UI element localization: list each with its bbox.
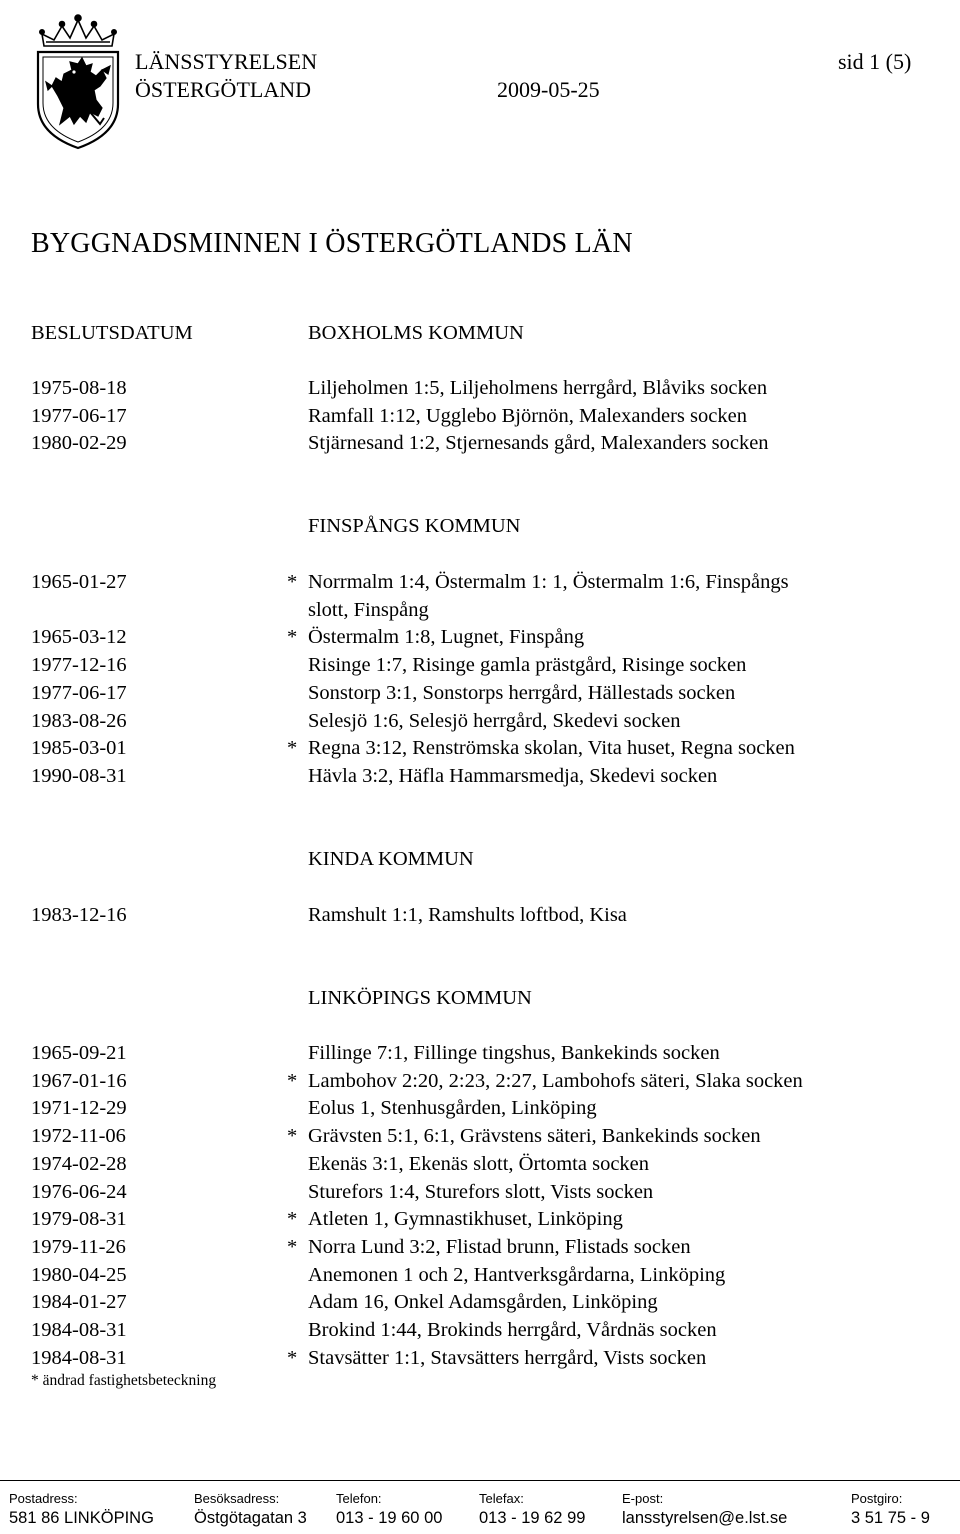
row-date: 1979-11-26 — [31, 1235, 126, 1258]
table-row — [0, 735, 960, 763]
footer-label-besoksadress: Besöksadress: — [194, 1491, 280, 1506]
table-row — [0, 1345, 960, 1373]
row-date: 1983-12-16 — [31, 904, 127, 926]
footer-divider — [0, 1480, 960, 1481]
row-description: Norrmalm 1:4, Östermalm 1: 1, Östermalm 1:6, Finspångs — [308, 571, 789, 593]
row-marker: * — [287, 1346, 298, 1369]
row-description: slott, Finspång — [308, 598, 429, 621]
document-date: 2009-05-25 — [497, 77, 600, 102]
row-date: 1980-04-25 — [31, 1263, 127, 1286]
row-marker: * — [287, 737, 298, 760]
row-date: 1984-01-27 — [31, 1291, 127, 1314]
row-description: Atleten 1, Gymnastikhuset, Linköping — [308, 1208, 623, 1231]
row-marker: * — [287, 1235, 298, 1258]
row-description: Regna 3:12, Renströmska skolan, Vita huset, Regna socken — [308, 737, 795, 760]
crown-icon — [40, 15, 116, 46]
row-marker: * — [287, 571, 298, 593]
row-description: Lambohov 2:20, 2:23, 2:27, Lambohofs säteri, Slaka socken — [308, 1069, 803, 1092]
row-date: 1965-03-12 — [31, 626, 127, 649]
table-row — [0, 708, 960, 736]
row-date: 1985-03-01 — [31, 737, 127, 760]
row-description: Hävla 3:2, Häfla Hammarsmedja, Skedevi socken — [308, 764, 718, 787]
table-row — [0, 1151, 960, 1179]
row-date: 1983-08-26 — [31, 709, 127, 732]
row-date: 1976-06-24 — [31, 1180, 127, 1203]
row-description: Liljeholmen 1:5, Liljeholmens herrgård, Blåviks socken — [308, 377, 768, 399]
row-date: 1977-06-17 — [31, 404, 127, 427]
row-description: Adam 16, Onkel Adamsgården, Linköping — [308, 1291, 658, 1314]
row-marker: * — [287, 1069, 298, 1092]
table-row — [0, 375, 960, 403]
table-row — [0, 569, 960, 597]
table-row — [0, 1123, 960, 1151]
kommun-heading: KINDA KOMMUN — [308, 848, 474, 870]
footer-value-postadress: 581 86 LINKÖPING — [9, 1509, 154, 1527]
page-title: BYGGNADSMINNEN I ÖSTERGÖTLANDS LÄN — [31, 228, 633, 259]
row-description: Selesjö 1:6, Selesjö herrgård, Skedevi socken — [308, 709, 681, 732]
footer-value-telefax: 013 - 19 62 99 — [479, 1509, 586, 1527]
table-row — [0, 1040, 960, 1068]
row-description: Fillinge 7:1, Fillinge tingshus, Bankekinds socken — [308, 1042, 720, 1064]
table-row — [0, 624, 960, 652]
table-row — [0, 680, 960, 708]
footer-value-telefon: 013 - 19 60 00 — [336, 1509, 443, 1527]
row-marker: * — [287, 626, 298, 649]
org-name-line1: LÄNSSTYRELSEN — [135, 49, 318, 74]
table-row — [0, 430, 960, 458]
table-row — [0, 1289, 960, 1317]
row-description: Brokind 1:44, Brokinds herrgård, Vårdnäs socken — [308, 1319, 717, 1341]
row-date: 1965-09-21 — [31, 1042, 127, 1064]
row-description: Sturefors 1:4, Sturefors slott, Vists socken — [308, 1180, 654, 1203]
row-description: Stjärnesand 1:2, Stjernesands gård, Malexanders socken — [308, 432, 769, 455]
kommun-heading: LINKÖPINGS KOMMUN — [308, 987, 532, 1009]
row-description: Stavsätter 1:1, Stavsätters herrgård, Vists socken — [308, 1346, 707, 1369]
row-date: 1975-08-18 — [31, 377, 127, 399]
row-date: 1990-08-31 — [31, 764, 127, 787]
footer-label-postgiro: Postgiro: — [851, 1491, 903, 1506]
org-name-line2: ÖSTERGÖTLAND — [135, 77, 311, 102]
coat-of-arms-logo — [30, 12, 126, 152]
footer-label-telefax: Telefax: — [479, 1491, 524, 1506]
table-row — [0, 597, 960, 625]
row-date: 1965-01-27 — [31, 571, 127, 593]
row-date: 1984-08-31 — [31, 1319, 127, 1341]
row-date: 1967-01-16 — [31, 1069, 127, 1092]
footer-label-postadress: Postadress: — [9, 1491, 78, 1506]
row-description: Risinge 1:7, Risinge gamla prästgård, Risinge socken — [308, 654, 747, 677]
row-description: Sonstorp 3:1, Sonstorps herrgård, Hällestads socken — [308, 681, 736, 704]
table-row — [0, 1262, 960, 1290]
row-description: Grävsten 5:1, 6:1, Grävstens säteri, Bankekinds socken — [308, 1125, 761, 1148]
table-row — [0, 1179, 960, 1207]
row-date: 1971-12-29 — [31, 1097, 127, 1120]
footer-value-postgiro: 3 51 75 - 9 — [851, 1509, 930, 1527]
footer-label-telefon: Telefon: — [336, 1491, 382, 1506]
row-description: Ramshult 1:1, Ramshults loftbod, Kisa — [308, 904, 627, 926]
row-date: 1977-12-16 — [31, 654, 127, 677]
column-heading-beslutsdatum: BESLUTSDATUM — [31, 322, 193, 344]
kommun-heading: FINSPÅNGS KOMMUN — [308, 515, 521, 537]
row-date: 1977-06-17 — [31, 681, 127, 704]
footer-value-epost: lansstyrelsen@e.lst.se — [622, 1509, 788, 1527]
row-description: Norra Lund 3:2, Flistad brunn, Flistads socken — [308, 1235, 691, 1258]
table-row — [0, 652, 960, 680]
table-row — [0, 1206, 960, 1234]
page-number: sid 1 (5) — [838, 49, 912, 74]
row-marker: * — [287, 1208, 298, 1231]
row-date: 1984-08-31 — [31, 1346, 127, 1369]
table-row — [0, 403, 960, 431]
table-row — [0, 1234, 960, 1262]
row-description: Anemonen 1 och 2, Hantverksgårdarna, Linköping — [308, 1263, 726, 1286]
table-row — [0, 902, 960, 930]
table-row — [0, 1317, 960, 1345]
row-date: 1972-11-06 — [31, 1125, 126, 1148]
table-row — [0, 1068, 960, 1096]
row-description: Eolus 1, Stenhusgården, Linköping — [308, 1097, 597, 1120]
row-date: 1980-02-29 — [31, 432, 127, 455]
table-row — [0, 763, 960, 791]
footer-label-epost: E-post: — [622, 1491, 664, 1506]
row-date: 1974-02-28 — [31, 1152, 127, 1175]
row-description: Ekenäs 3:1, Ekenäs slott, Örtomta socken — [308, 1152, 650, 1175]
row-marker: * — [287, 1125, 298, 1148]
footer-value-besoksadress: Östgötagatan 3 — [194, 1509, 307, 1527]
row-date: 1979-08-31 — [31, 1208, 127, 1231]
row-description: Östermalm 1:8, Lugnet, Finspång — [308, 626, 585, 649]
table-row — [0, 1095, 960, 1123]
kommun-heading: BOXHOLMS KOMMUN — [308, 322, 524, 344]
footnote: * ändrad fastighetsbeteckning — [31, 1372, 217, 1389]
row-description: Ramfall 1:12, Ugglebo Björnön, Malexanders socken — [308, 404, 747, 427]
